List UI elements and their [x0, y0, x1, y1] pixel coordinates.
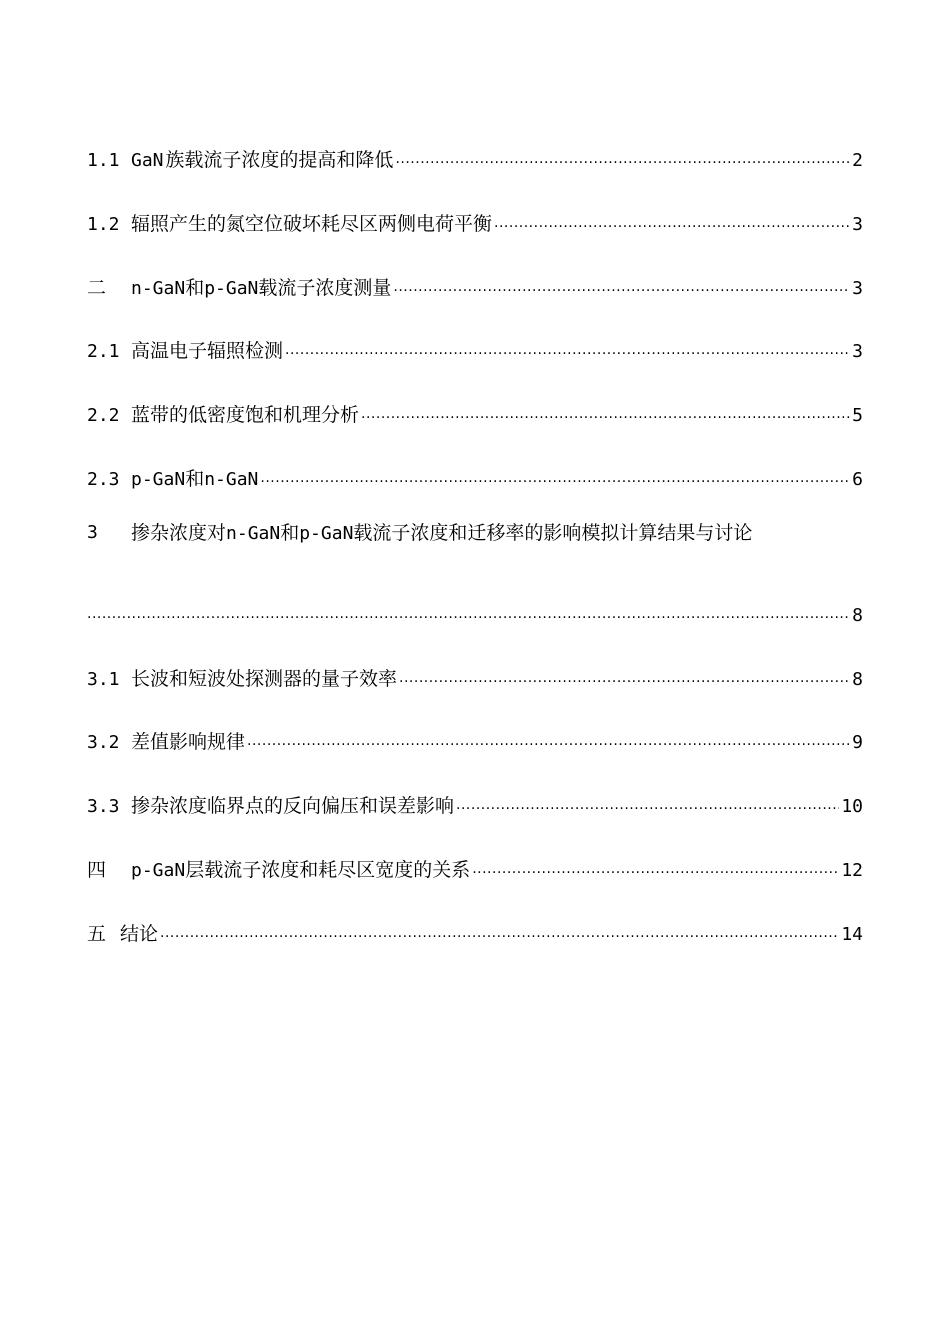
toc-leader-dots [494, 198, 850, 230]
toc-entry-page: 3 [852, 277, 863, 299]
toc-entry-number: 2.2 [87, 405, 120, 427]
toc-entry-number: 四 [87, 858, 107, 881]
toc-entry-page: 2 [852, 150, 863, 171]
toc-entry-title: 长波和短波处探测器的量子效率 [131, 667, 398, 690]
toc-entry-title: 高温电子辐照检测 [131, 340, 284, 363]
toc-entry-page: 9 [852, 732, 863, 754]
toc-entry-page: 8 [852, 668, 863, 690]
toc-entry-2-1[interactable] [87, 325, 863, 363]
toc-entry-1-1[interactable] [87, 134, 863, 171]
toc-entry-title: GaN 族载流子浓度的提高和降低 [131, 149, 394, 171]
toc-entry-number: 3.3 [87, 796, 120, 818]
toc-entry-page: 6 [852, 468, 863, 490]
toc-leader-dots [260, 453, 850, 485]
toc-entry-number: 2.1 [87, 341, 120, 363]
table-of-contents [87, 134, 863, 972]
toc-entry-page: 14 [841, 923, 863, 945]
toc-entry-page: 5 [852, 405, 863, 427]
toc-entry-number: 1.1 [87, 150, 120, 171]
toc-entry-page: 12 [841, 859, 863, 881]
toc-entry-title: 辐照产生的氮空位破坏耗尽区两侧电荷平衡 [131, 212, 493, 235]
toc-leader-dots [285, 325, 850, 357]
toc-entry-number: 3 [87, 521, 98, 543]
toc-entry-number: 1.2 [87, 213, 120, 235]
toc-leader-dots [160, 908, 839, 940]
toc-entry-number: 五 [87, 922, 107, 945]
toc-leader-dots [361, 389, 850, 421]
toc-entry-number: 3.1 [87, 668, 120, 690]
toc-entry-3-3[interactable] [87, 780, 863, 818]
toc-leader-dots [87, 589, 850, 621]
toc-leader-dots [399, 653, 850, 685]
toc-entry-number: 2.3 [87, 468, 120, 490]
toc-entry-title: 掺杂浓度对n-GaN和p-GaN载流子浓度和迁移率的影响模拟计算结果与讨论 [131, 521, 753, 544]
toc-entry-title: p-GaN和n-GaN [131, 467, 259, 490]
toc-entry-3-2[interactable] [87, 716, 863, 754]
toc-leader-dots [395, 134, 850, 166]
toc-entry-page: 3 [852, 213, 863, 235]
toc-entry-title: 结论 [120, 922, 159, 945]
toc-leader-dots [456, 780, 839, 812]
toc-leader-dots [393, 262, 850, 294]
toc-entry-title: 掺杂浓度临界点的反向偏压和误差影响 [131, 795, 455, 818]
toc-leader-dots [472, 844, 839, 876]
toc-entry-3[interactable] [87, 517, 863, 626]
toc-entry-title: p-GaN层载流子浓度和耗尽区宽度的关系 [131, 858, 471, 881]
toc-entry-3-1[interactable] [87, 653, 863, 690]
toc-entry-2[interactable] [87, 262, 863, 299]
toc-entry-1-2[interactable] [87, 198, 863, 235]
toc-entry-page: 8 [852, 604, 863, 626]
toc-entry-page: 10 [841, 796, 863, 818]
toc-entry-2-2[interactable] [87, 389, 863, 427]
toc-entry-line-1 [87, 517, 863, 549]
toc-entry-number: 3.2 [87, 732, 120, 754]
toc-entry-page: 3 [852, 341, 863, 363]
toc-entry-5[interactable] [87, 908, 863, 945]
toc-entry-4[interactable] [87, 844, 863, 881]
toc-entry-2-3[interactable] [87, 453, 863, 490]
toc-entry-title: 差值影响规律 [131, 731, 246, 754]
toc-entry-title: 蓝带的低密度饱和机理分析 [131, 404, 360, 427]
toc-entry-number: 二 [87, 276, 107, 299]
toc-entry-title: n-GaN和p-GaN载流子浓度测量 [131, 276, 392, 299]
toc-leader-dots [247, 716, 850, 748]
toc-entry-line-2 [87, 589, 863, 626]
